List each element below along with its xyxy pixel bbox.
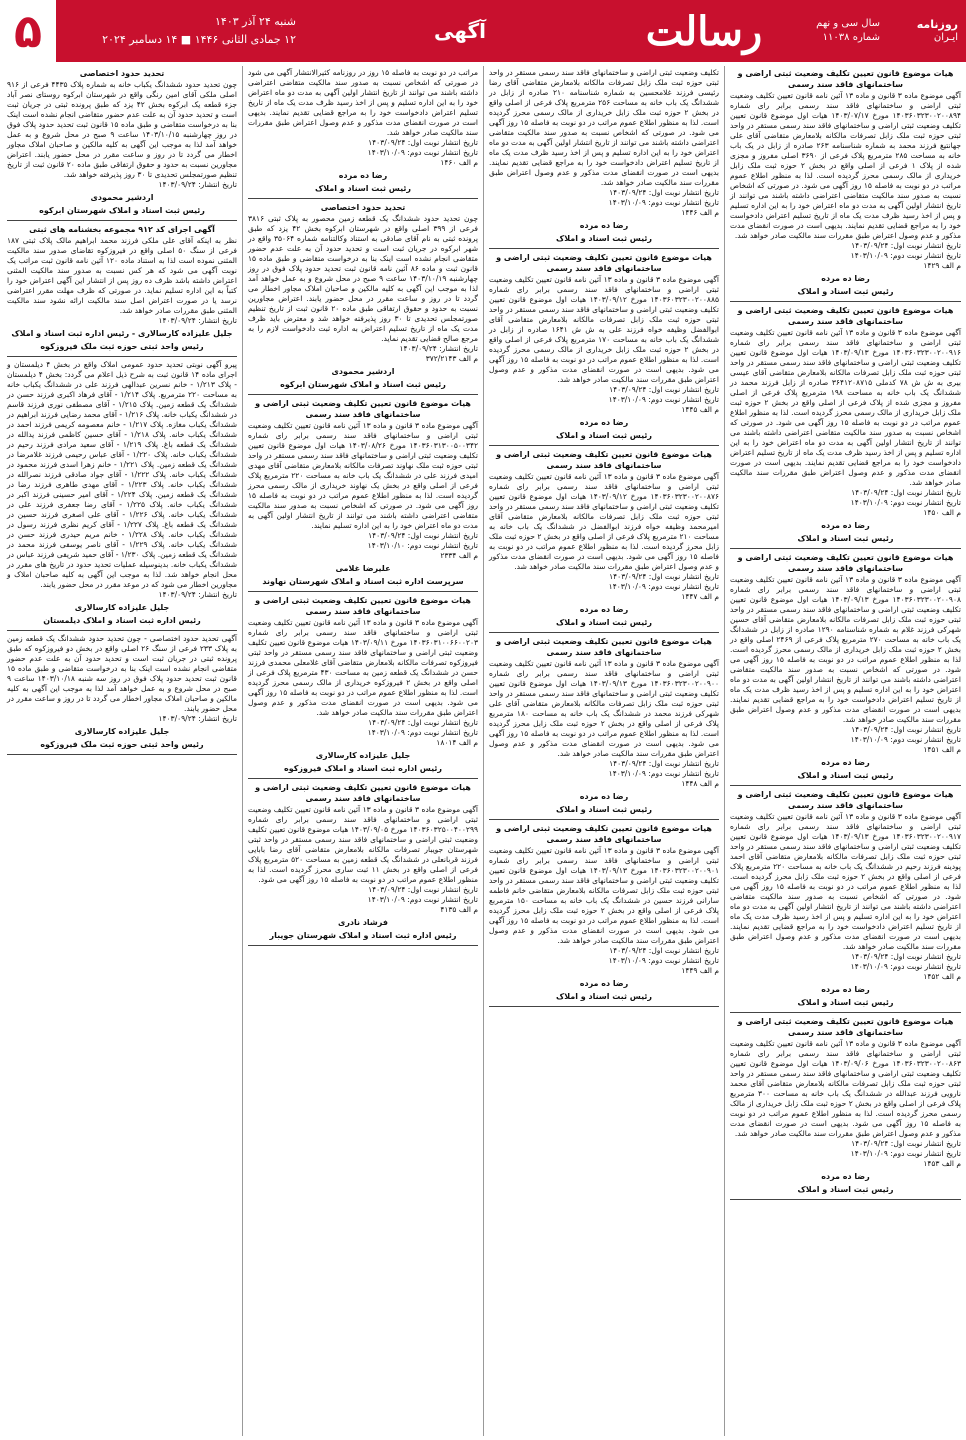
- signatory-name: رضا ده مرده: [579, 418, 629, 427]
- notice-title: هیات موضوع قانون تعیین تکلیف وضعیت ثبتی اراضی و ساختمانهای فاقد سند رسمی: [737, 553, 954, 573]
- notice-code: م الف ۱۴۵۱: [923, 745, 961, 754]
- notice-title: هیات موضوع قانون تعیین تکلیف وضعیت ثبتی اراضی و ساختمانهای فاقد سند رسمی: [496, 450, 712, 470]
- date-hijri-gregorian: ۱۲ جمادی الثانی ۱۴۴۶ ■ ۱۴ دسامبر ۲۰۲۴: [102, 33, 296, 46]
- notice-divider: [730, 548, 961, 549]
- notice-dates: [7, 590, 237, 600]
- legal-notice: [730, 305, 961, 544]
- publish-date: تاریخ انتشار نوبت دوم: ۱۴۰۳/۱۰/۰۹: [608, 198, 719, 207]
- legal-notice: [489, 252, 719, 441]
- legal-notice: [248, 202, 478, 390]
- notice-code: م الف ۲۳۳۴: [440, 551, 478, 560]
- publish-date: تاریخ انتشار نوبت دوم: ۱۴۰۳/۱۰/۰۹: [850, 498, 961, 507]
- ad-columns: [0, 66, 966, 1436]
- publish-date: تاریخ انتشار نوبت دوم: ۱۴۰۳/۱۰/۰۹: [608, 956, 719, 965]
- notice-dates: [248, 344, 478, 364]
- notice-divider: [248, 778, 478, 779]
- publish-date: تاریخ انتشار نوبت اول: ۱۴۰۳/۰۹/۲۴: [368, 531, 478, 540]
- date-persian: شنبه ۲۴ آذر ۱۴۰۳: [215, 15, 296, 28]
- notice-dates: [248, 885, 478, 915]
- notice-divider: [248, 394, 478, 395]
- publish-date: تاریخ انتشار: ۱۴۰۳/۰۹/۲۴: [399, 344, 478, 353]
- notice-body: آگهی موضوع ماده ۳ قانون و ماده ۱۳ آئین نامه قانون تعیین تکلیف وضعیت ثبتی اراضی و ساختمانهای فاقد سند رسمی برابر رای شماره ۱۴۰۳۶۰۳۲۳۰۰۲۰۰۸۸۵ مورخ ۱۴۰۳/۰۹/۱۲ هیات اول موضوع قانون تعیین تکلیف وضعیت ثبتی اراضی و ساختمانهای فاقد سند رسمی مستقر در واحد ثبتی حوزه ثبت ملک زابل تصرفات مالکانه بلامعارض متقاضی آقای ابوالفضل وظیفه خواه فرزند علی به ش ش ۱۶۴۱ صادره از زابل در ششدانگ یک باب خانه به مساحت ۱۷۰ مترمربع پلاک فرعی از اصلی واقع در بخش ۲ حوزه ثبت ملک زابل خریداری از مالک رسمی محرز گردیده است. لذا به منظور اطلاع عموم مراتب در دو نوبت به فاصله ۱۵ روز آگهی می شود. بدیهی است در صورت انقضای مدت مذکور و عدم وصول اعتراض طبق مقررات سند مالکیت صادر خواهد شد.: [489, 275, 720, 384]
- volume-year: سال سی و نهم: [816, 18, 880, 29]
- publish-date: تاریخ انتشار نوبت دوم: ۱۴۰۳/۱۰/۰۹: [367, 148, 478, 157]
- notice-title: هیات موضوع قانون تعیین تکلیف وضعیت ثبتی اراضی و ساختمانهای فاقد سند رسمی: [496, 253, 712, 273]
- notice-divider: [248, 198, 478, 199]
- notice-body: آگهی موضوع ماده ۳ قانون و ماده ۱۳ آئین نامه قانون تعیین تکلیف وضعیت ثبتی اراضی و ساختمانهای فاقد سند رسمی برابر رای شماره ۱۴۰۳۶۰۳۲۳۰۰۲۰۰۹۰۸ مورخ ۱۴۰۳/۰۹/۱۳ هیات اول موضوع قانون تعیین تکلیف وضعیت ثبتی اراضی و ساختمانهای فاقد سند رسمی مستقر در واحد ثبتی حوزه ثبت ملک زابل تصرفات مالکانه بلامعارض متقاضی آقای حسین شهرکی فرزند غلام به شماره شناسنامه ۱۲۹۰ صادره از زابل در ششدانگ یک باب خانه به مساحت ۲۷۰ مترمربع پلاک فرعی از ۲۴۶۹ اصلی واقع در بخش ۲ حوزه ثبت ملک زابل خریداری از مالک رسمی محرز گردیده است. لذا به منظور اطلاع عموم مراتب در دو نوبت به فاصله ۱۵ روز آگهی می شود. در صورتی که اشخاص نسبت به صدور سند مالکیت متقاضی اعتراضی داشته باشند می توانند از تاریخ انتشار اولین آگهی به مدت دو ماه اعتراض خود را به این اداره تسلیم و پس از اخذ رسید ظرف مدت یک ماه از تاریخ تسلیم اعتراض دادخواست خود را به مراجع قضایی تقدیم نمایند. بدیهی است در صورت انقضای مدت مذکور و عدم وصول اعتراض طبق مقررات سند مالکیت صادر خواهد شد.: [730, 575, 962, 724]
- notice-code: م الف ۳۷۲/۲۱۴۳: [425, 354, 478, 363]
- notice-dates: [730, 952, 961, 982]
- notice-title: هیات موضوع قانون تعیین تکلیف وضعیت ثبتی اراضی و ساختمانهای فاقد سند رسمی: [255, 783, 471, 803]
- notice-dates: [489, 759, 719, 789]
- notice-dates: [730, 488, 961, 518]
- notice-divider: [248, 591, 478, 592]
- notice-dates: [489, 946, 719, 976]
- publish-date: تاریخ انتشار نوبت دوم: ۱۴۰۳/۱۰/۰۹: [850, 962, 961, 971]
- legal-notice: [730, 68, 961, 297]
- notice-title: هیات موضوع قانون تعیین تکلیف وضعیت ثبتی اراضی و ساختمانهای فاقد سند رسمی: [255, 596, 471, 616]
- publish-date: تاریخ انتشار نوبت اول: ۱۴۰۳/۰۹/۲۴: [368, 718, 478, 727]
- notice-divider: [7, 220, 237, 221]
- column-2: [484, 66, 725, 1436]
- publish-date: تاریخ انتشار نوبت اول: ۱۴۰۳/۰۹/۲۴: [851, 241, 961, 250]
- notice-body: آگهی موضوع ماده ۳ قانون و ماده ۱۳ آئین نامه قانون تعیین تکلیف وضعیت ثبتی اراضی و ساختمانهای فاقد سند رسمی برابر رای شماره ۱۴۰۳۶۰۳۲۳۰۰۲۰۰۸۶۳ مورخ ۱۴۰۳/۰۹/۰۶ هیات اول موضوع قانون تعیین تکلیف وضعیت ثبتی اراضی و ساختمانهای فاقد سند رسمی مستقر در واحد ثبتی حوزه ثبت ملک زابل تصرفات مالکانه بلامعارض متقاضی آقای محمد نارویی فرزند عبدالله در ششدانگ یک باب خانه به مساحت ۳۰۰ مترمربع پلاک فرعی از اصلی واقع در بخش ۲ حوزه ثبت ملک زابل خریداری از مالک رسمی محرز گردیده است. لذا به منظور اطلاع عموم مراتب در دو نوبت به فاصله ۱۵ روز آگهی می شود. بدیهی است در صورت انقضای مدت مذکور و عدم وصول اعتراض طبق مقررات سند مالکیت صادر خواهد شد.: [730, 1039, 962, 1138]
- notice-title: هیات موضوع قانون تعیین تکلیف وضعیت ثبتی اراضی و ساختمانهای فاقد سند رسمی: [737, 1017, 954, 1037]
- notice-dates: [7, 714, 237, 724]
- notice-divider: [248, 945, 478, 946]
- notice-code: م الف ۱۴۴۸: [681, 779, 719, 788]
- publish-date: تاریخ انتشار نوبت اول: ۱۴۰۳/۰۹/۲۴: [609, 385, 719, 394]
- notice-dates: [248, 138, 478, 168]
- notice-code: م الف ۱۴۵۰: [923, 508, 961, 517]
- notice-divider: [730, 301, 961, 302]
- legal-notice: [730, 789, 961, 1008]
- signatory-title: رئیس ثبت اسناد و املاک شهرستان ابرکوه: [39, 206, 205, 215]
- publish-date: تاریخ انتشار نوبت اول: ۱۴۰۳/۰۹/۲۴: [609, 759, 719, 768]
- legal-notice: [489, 636, 719, 815]
- notice-body: آگهی موضوع ماده ۳ قانون و ماده ۱۳ آئین نامه قانون تعیین تکلیف وضعیت ثبتی اراضی و ساختمانهای فاقد سند رسمی برابر رای شماره ۱۴۰۳۶۰۳۲۳۰۰۲۰۰۸۹۴ مورخ ۱۴۰۳/۰۷/۱۷ هیات اول موضوع قانون تعیین تکلیف وضعیت ثبتی اراضی و ساختمانهای فاقد سند رسمی مستقر در واحد ثبتی حوزه ثبت ملک زابل تصرفات مالکانه بلامعارض متقاضی آقای علی جهانتیغ فرزند محمد به شماره شناسنامه ۲۶۳ صادره از زابل در یک باب خانه به مساحت ۲۸۵ مترمربع پلاک فرعی از ۳۶۹۰ اصلی مفروز و مجزی شده از پلاک ۱ فرعی از اصلی واقع در بخش ۲ حوزه ثبت ملک زابل خریداری از مالک رسمی محرز گردیده است. لذا به منظور اطلاع عموم مراتب در دو نوبت به فاصله ۱۵ روز آگهی می شود. در صورتی که اشخاص نسبت به صدور سند مالکیت متقاضی اعتراضی داشته باشند می توانند از تاریخ انتشار اولین آگهی به مدت دو ماه اعتراض خود را به این اداره تسلیم و پس از اخذ رسید ظرف مدت یک ماه از تاریخ تسلیم اعتراض دادخواست خود را به مراجع قضایی تقدیم نمایند. بدیهی است در صورت انقضای مدت مذکور و عدم وصول اعتراض طبق مقررات سند مالکیت صادر خواهد شد.: [730, 91, 962, 240]
- notice-body: آگهی موضوع ماده ۳ قانون و ماده ۱۳ آئین نامه قانون تعیین تکلیف وضعیت ثبتی اراضی و ساختمانهای فاقد سند رسمی برابر رای شماره ۱۴۰۳۶۰۳۲۳۰۰۲۰۰۸۷۶ مورخ ۱۴۰۳/۰۹/۱۲ هیات اول موضوع قانون تعیین تکلیف وضعیت ثبتی اراضی و ساختمانهای فاقد سند رسمی مستقر در واحد ثبتی حوزه ثبت ملک زابل تصرفات مالکانه بلامعارض متقاضی آقای امیرمحمد وظیفه خواه فرزند ابوالفضل در ششدانگ یک باب خانه به مساحت ۲۱۰ مترمربع پلاک فرعی از اصلی واقع در بخش ۲ حوزه ثبت ملک زابل محرز گردیده است. لذا به منظور اطلاع عموم مراتب در دو نوبت به فاصله ۱۵ روز آگهی می شود. بدیهی است در صورت انقضای مدت مذکور و عدم وصول اعتراض طبق مقررات سند مالکیت صادر خواهد شد.: [489, 472, 720, 571]
- signatory-name: رضا ده مرده: [579, 979, 629, 988]
- publish-date: تاریخ انتشار: ۱۴۰۳/۰۹/۲۴: [158, 316, 237, 325]
- masthead: [0, 0, 966, 62]
- notice-code: م الف ۴۱۳۵: [440, 905, 478, 914]
- notice-title: هیات موضوع قانون تعیین تکلیف وضعیت ثبتی اراضی و ساختمانهای فاقد سند رسمی: [737, 306, 954, 326]
- notice-body: آگهی موضوع ماده ۳ قانون و ماده ۱۳ آئین نامه قانون تعیین تکلیف وضعیت ثبتی اراضی و ساختمانهای فاقد سند رسمی برابر رای شماره ۱۴۰۳۶۰۳۱۳۰۰۵۰۰۳۴۲ مورخ ۱۴۰۳/۰۸/۲۶ هیات اول موضوع قانون تعیین تکلیف وضعیت ثبتی اراضی و ساختمانهای فاقد سند رسمی مستقر در واحد ثبتی حوزه ثبت ملک نهاوند تصرفات مالکانه بلامعارض متقاضی آقای مهدی امیدی فرزند علی در ششدانگ یک باب خانه به مساحت ۲۲۰ مترمربع پلاک فرعی از اصلی واقع در بخش یک نهاوند خریداری از مالک رسمی محرز گردیده است. لذا به منظور اطلاع عموم مراتب در دو نوبت به فاصله ۱۵ روز آگهی می شود. در صورتی که اشخاص نسبت به صدور سند مالکیت متقاضی اعتراضی داشته باشند می توانند از تاریخ انتشار اولین آگهی به مدت دو ماه اعتراض خود را به این اداره تسلیم نمایند.: [248, 421, 479, 530]
- column-3: [243, 66, 484, 1436]
- notice-body: مراتب در دو نوبت به فاصله ۱۵ روز در روزنامه کثیرالانتشار آگهی می شود در صورتی که اشخاص نسبت به صدور سند مالکیت متقاضی اعتراضی داشته باشند می توانند از تاریخ انتشار اولین آگهی به مدت دو ماه اعتراض خود را به این اداره تسلیم و پس از اخذ رسید ظرف مدت یک ماه از تاریخ تسلیم اعتراض دادخواست خود را به مراجع قضایی تقدیم نمایند. بدیهی است در صورت انقضای مدت مذکور و عدم وصول اعتراض طبق مقررات سند مالکیت صادر خواهد شد.: [248, 68, 478, 137]
- publish-date: تاریخ انتشار نوبت اول: ۱۴۰۳/۰۹/۲۴: [609, 572, 719, 581]
- signatory-name: رضا ده مرده: [821, 521, 870, 530]
- publish-date: تاریخ انتشار نوبت دوم: ۱۴۰۳/۱۰/۰۹: [367, 895, 478, 904]
- signatory-name: جلیل علیزاده کارسالاری: [74, 727, 170, 736]
- signatory-title: رئیس واحد ثبتی حوزه ثبت ملک فیروزکوه: [40, 740, 204, 749]
- publish-date: تاریخ انتشار نوبت دوم: ۱۴۰۳/۱۰/۰۹: [608, 582, 719, 591]
- signatory-name: رضا ده مرده: [821, 1172, 870, 1181]
- legal-notice: [730, 552, 961, 781]
- notice-code: م الف ۱۸۰۱۴: [436, 738, 478, 747]
- legal-notice: [489, 68, 719, 244]
- notice-body: تکلیف وضعیت ثبتی اراضی و ساختمانهای فاقد سند رسمی مستقر در واحد ثبتی حوزه ثبت ملک زابل تصرفات مالکانه بلامعارض متقاضی آقای رضا رئیسی فرزند غلامحسین به شماره شناسنامه ۲۱۰ صادره از زابل در ششدانگ یک باب خانه به مساحت ۲۵۶ مترمربع پلاک فرعی از اصلی واقع در بخش ۲ حوزه ثبت ملک زابل خریداری از مالک رسمی محرز گردیده است. لذا به منظور اطلاع عموم مراتب در دو نوبت به فاصله ۱۵ روز آگهی می شود. در صورتی که اشخاص نسبت به صدور سند مالکیت متقاضی اعتراضی داشته باشند می توانند از تاریخ انتشار اولین آگهی به مدت دو ماه اعتراض خود را به این اداره تسلیم و پس از اخذ رسید ظرف مدت یک ماه از تاریخ تسلیم اعتراض دادخواست خود را به مراجع قضایی تقدیم نمایند. بدیهی است در صورت انقضای مدت مذکور و عدم وصول اعتراض طبق مقررات سند مالکیت صادر خواهد شد.: [489, 68, 720, 187]
- column-4: [2, 66, 243, 1436]
- signatory-name: رضا ده مرده: [579, 792, 629, 801]
- notice-dates: [489, 188, 719, 218]
- notice-title: هیات موضوع قانون تعیین تکلیف وضعیت ثبتی اراضی و ساختمانهای فاقد سند رسمی: [255, 399, 471, 419]
- legal-notice: [248, 398, 478, 587]
- signatory-name: جلیل علیزاده کارسالاری: [315, 751, 411, 760]
- notice-dates: [730, 725, 961, 755]
- publish-date: تاریخ انتشار نوبت دوم: ۱۴۰۳/۱۰/۰۹: [850, 735, 961, 744]
- notice-dates: [248, 531, 478, 561]
- notice-dates: [7, 316, 237, 326]
- notice-code: م الف ۱۴۵۳: [923, 1159, 961, 1168]
- legal-notice: [7, 634, 237, 750]
- notice-code: م الف ۱۴۲۹: [923, 261, 961, 270]
- legal-notice: [489, 449, 719, 628]
- notice-dates: [489, 385, 719, 415]
- notice-code: م الف ۱۴۴۹: [681, 966, 719, 975]
- signatory-title: رئیس ثبت اسناد و املاک: [797, 287, 894, 296]
- signatory-name: رضا ده مرده: [821, 758, 870, 767]
- signatory-title: رئیس اداره ثبت اسناد و املاک شهرستان جویبار: [269, 931, 457, 940]
- notice-dates: [730, 1139, 961, 1169]
- signatory-name: علیرضا غلامی: [335, 564, 391, 573]
- signatory-title: رئیس ثبت اسناد و املاک: [797, 1185, 894, 1194]
- publish-date: تاریخ انتشار نوبت اول: ۱۴۰۳/۰۹/۲۴: [368, 138, 478, 147]
- legal-notice: [248, 782, 478, 941]
- signatory-name: اردشیر محمودی: [90, 193, 154, 202]
- notice-title: تحدید حدود اختصاصی: [79, 69, 165, 78]
- signatory-name: رضا ده مرده: [821, 274, 870, 283]
- publish-date: تاریخ انتشار نوبت دوم: ۱۴۰۳/۱۰/۰۹: [608, 395, 719, 404]
- signatory-title: رئیس ثبت اسناد و املاک: [556, 431, 652, 440]
- newspaper-logo: رسالت: [645, 7, 763, 55]
- notice-divider: [730, 1199, 961, 1200]
- notice-dates: [730, 241, 961, 271]
- publish-date: تاریخ انتشار: ۱۴۰۳/۰۹/۲۴: [158, 714, 237, 723]
- signatory-title: رئیس اداره ثبت اسناد و املاک فیروزکوه: [284, 764, 442, 773]
- notice-body: آگهی موضوع ماده ۳ قانون و ماده ۱۳ آئین نامه قانون تعیین تکلیف وضعیت ثبتی اراضی و ساختمانهای فاقد سند رسمی برابر رای شماره ۱۴۰۳۶۰۳۲۳۰۰۲۰۰۹۱۷ مورخ ۱۴۰۳/۰۹/۱۳ هیات اول موضوع قانون تعیین تکلیف وضعیت ثبتی اراضی و ساختمانهای فاقد سند رسمی مستقر در واحد ثبتی حوزه ثبت ملک زابل تصرفات مالکانه بلامعارض متقاضی آقای احمد پودینه فرزند رحیم در ششدانگ یک باب خانه به مساحت ۲۲۰ مترمربع پلاک فرعی از اصلی واقع در بخش ۲ حوزه ثبت ملک زابل محرز گردیده است. لذا به منظور اطلاع عموم مراتب در دو نوبت به فاصله ۱۵ روز آگهی می شود. در صورتی که اشخاص نسبت به صدور سند مالکیت متقاضی اعتراضی داشته باشند می توانند از تاریخ انتشار اولین آگهی به مدت دو ماه اعتراض خود را به این اداره تسلیم و پس از اخذ رسید ظرف مدت یک ماه از تاریخ تسلیم اعتراض دادخواست خود را به مراجع قضایی تقدیم نمایند. بدیهی است در صورت انقضای مدت مذکور و عدم وصول اعتراض طبق مقررات سند مالکیت صادر خواهد شد.: [730, 812, 962, 951]
- notice-body: آگهی موضوع ماده ۳ قانون و ماده ۱۳ آئین نامه قانون تعیین تکلیف وضعیت ثبتی اراضی و ساختمانهای فاقد سند رسمی برابر رای شماره ۱۴۰۳۶۰۳۲۳۰۰۲۰۰۹۰۱ مورخ ۱۴۰۳/۰۹/۱۳ هیات اول موضوع قانون تعیین تکلیف وضعیت ثبتی اراضی و ساختمانهای فاقد سند رسمی مستقر در واحد ثبتی حوزه ثبت ملک زابل تصرفات مالکانه بلامعارض متقاضی خانم فاطمه سارانی فرزند حسین در ششدانگ یک باب خانه به مساحت ۱۵۰ مترمربع پلاک فرعی از اصلی واقع در بخش ۲ حوزه ثبت ملک زابل محرز گردیده است. لذا به منظور اطلاع عموم مراتب در دو نوبت به فاصله ۱۵ روز آگهی می شود. بدیهی است در صورت انقضای مدت مذکور و عدم وصول اعتراض طبق مقررات سند مالکیت صادر خواهد شد.: [489, 846, 720, 945]
- signatory-title: رئیس ثبت اسناد و املاک: [797, 998, 894, 1007]
- signatory-title: رئیس ثبت اسناد و املاک: [556, 234, 652, 243]
- signatory-name: فرشاد نادری: [337, 918, 389, 927]
- publish-date: تاریخ انتشار نوبت اول: ۱۴۰۳/۰۹/۲۴: [851, 1139, 961, 1148]
- publish-date: تاریخ انتشار: ۱۴۰۳/۰۹/۲۴: [158, 590, 237, 599]
- notice-body: پیرو آگهی نوبتی تحدید حدود عمومی املاک واقع در بخش ۴ دیلمستان و اجرای ماده ۱۴ قانون ثبت به شرح ذیل اعلام می گردد: بخش ۴ دیلمستان - پلاک ۱/۲۱۳ - خانم نسرین عبدالهی فرزند علی در ششدانگ یکباب خانه به مساحت ۲۲۰ مترمربع. پلاک ۱/۲۱۴ - آقای فرهاد اکبری فرزند حسن در ششدانگ یک قطعه زمین. پلاک ۱/۲۱۵ - آقای مصطفی نوری فرزند قاسم در ششدانگ یکباب خانه. پلاک ۱/۲۱۶ - آقای محمد رضایی فرزند ابراهیم در ششدانگ یکباب مغازه. پلاک ۱/۲۱۷ - خانم معصومه کریمی فرزند احمد در ششدانگ یکباب خانه. پلاک ۱/۲۱۸ - آقای حسین کاظمی فرزند یدالله در ششدانگ یک قطعه باغ. پلاک ۱/۲۱۹ - آقای سعید مرادی فرزند رحیم در ششدانگ یکباب خانه. پلاک ۱/۲۲۰ - آقای عباس رحیمی فرزند غلامرضا در ششدانگ یک قطعه زمین. پلاک ۱/۲۲۱ - خانم زهرا اسدی فرزند محمود در ششدانگ یکباب خانه. پلاک ۱/۲۲۲ - آقای جواد صادقی فرزند نصرالله در ششدانگ یکباب خانه. پلاک ۱/۲۲۳ - آقای مهدی طاهری فرزند رضا در ششدانگ یک قطعه زمین. پلاک ۱/۲۲۴ - آقای امیر حسینی فرزند اکبر در ششدانگ یکباب خانه. پلاک ۱/۲۲۵ - آقای رضا جعفری فرزند علی در ششدانگ یکباب خانه. پلاک ۱/۲۲۶ - آقای علی اصغری فرزند حسین در ششدانگ یک قطعه باغ. پلاک ۱/۲۲۷ - آقای کریم نظری فرزند رسول در ششدانگ یکباب خانه. پلاک ۱/۲۲۸ - خانم مریم حیدری فرزند حسن در ششدانگ یکباب خانه. پلاک ۱/۲۲۹ - آقای ناصر یوسفی فرزند محمد در ششدانگ یک قطعه زمین. پلاک ۱/۲۳۰ - آقای حمید شریفی فرزند عباس در ششدانگ یکباب خانه. بدینوسیله عملیات تحدید حدود در تاریخ های مقرر در محل انجام خواهد شد. لذا به موجب این آگهی به کلیه صاحبان املاک و مجاورین اخطار می شود که در موعد مقرر در محل حضور یابند.: [7, 360, 238, 589]
- notice-body: آگهی موضوع ماده ۳ قانون و ماده ۱۳ آئین نامه قانون تعیین تکلیف وضعیت ثبتی اراضی و ساختمانهای فاقد سند رسمی برابر رای شماره ۱۴۰۳۶۰۳۲۳۰۰۲۰۰۹۱۶ مورخ ۱۴۰۳/۰۹/۱۳ هیات اول موضوع قانون تعیین تکلیف وضعیت ثبتی اراضی و ساختمانهای فاقد سند رسمی مستقر در واحد ثبتی حوزه ثبت ملک زابل تصرفات مالکانه بلامعارض متقاضی آقای عیسی بیری به ش ش ۷۸ کدملی ۳۶۴۱۲۰۸۷۱۵ صادره از زابل فرزند محمد در ششدانگ یک باب خانه به مساحت ۱۹۸ مترمربع پلاک فرعی از اصلی مفروز و مجزی شده از پلاک فرعی از اصلی واقع در بخش ۲ حوزه ثبت ملک زابل خریداری از مالک رسمی محرز گردیده است. لذا به منظور اطلاع عموم مراتب در دو نوبت به فاصله ۱۵ روز آگهی می شود. در صورتی که اشخاص نسبت به صدور سند مالکیت متقاضی اعتراضی داشته باشند می توانند از تاریخ انتشار اولین آگهی به مدت دو ماه اعتراض خود را به این اداره تسلیم و پس از اخذ رسید ظرف مدت یک ماه از تاریخ تسلیم اعتراض دادخواست خود را به مراجع قضایی تقدیم نمایند. بدیهی است در صورت انقضای مدت مذکور و عدم وصول اعتراض طبق مقررات سند مالکیت صادر خواهد شد.: [730, 328, 962, 487]
- publish-date: تاریخ انتشار: ۱۴۰۳/۰۹/۲۴: [158, 180, 237, 189]
- notice-body: آگهی موضوع ماده ۳ قانون و ماده ۱۳ آئین نامه قانون تعیین تکلیف وضعیت ثبتی اراضی و ساختمانهای فاقد سند رسمی برابر رای شماره ۱۴۰۳۶۰۳۲۳۰۰۲۰۰۹۰۰ مورخ ۱۴۰۳/۰۹/۱۳ هیات اول موضوع قانون تعیین تکلیف وضعیت ثبتی اراضی و ساختمانهای فاقد سند رسمی مستقر در واحد ثبتی حوزه ثبت ملک زابل تصرفات مالکانه بلامعارض متقاضی آقای علی شهرکی فرزند محمد در ششدانگ یک باب خانه به مساحت ۱۸۰ مترمربع پلاک فرعی از اصلی واقع در بخش ۲ حوزه ثبت ملک زابل محرز گردیده است. لذا به منظور اطلاع عموم مراتب در دو نوبت به فاصله ۱۵ روز آگهی می شود. بدیهی است در صورت انقضای مدت مذکور و عدم وصول اعتراض طبق مقررات سند مالکیت صادر خواهد شد.: [489, 659, 720, 758]
- legal-notice: [7, 360, 237, 626]
- page-number: ۵: [0, 0, 56, 62]
- notice-title: هیات موضوع قانون تعیین تکلیف وضعیت ثبتی اراضی و ساختمانهای فاقد سند رسمی: [496, 824, 712, 844]
- notice-divider: [489, 248, 719, 249]
- notice-divider: [489, 632, 719, 633]
- legal-notice: [7, 68, 237, 216]
- signatory-title: رئیس ثبت اسناد و املاک: [556, 618, 652, 627]
- notice-title: هیات موضوع قانون تعیین تکلیف وضعیت ثبتی اراضی و ساختمانهای فاقد سند رسمی: [737, 69, 954, 89]
- date-block: [56, 13, 296, 49]
- publish-date: تاریخ انتشار نوبت اول: ۱۴۰۳/۰۹/۲۴: [851, 488, 961, 497]
- notice-divider: [7, 630, 237, 631]
- brand-sub: ایـران: [933, 32, 958, 43]
- publish-date: تاریخ انتشار نوبت اول: ۱۴۰۳/۰۹/۲۴: [368, 885, 478, 894]
- notice-divider: [489, 819, 719, 820]
- issue-number: شماره ۱۱۰۳۸: [822, 32, 880, 43]
- publish-date: تاریخ انتشار نوبت اول: ۱۴۰۳/۰۹/۲۴: [609, 946, 719, 955]
- notice-title: آگهی اجرای کد ۹۱۲ مجموعه بخشنامه های ثبتی: [29, 225, 215, 234]
- signatory-title: رئیس اداره ثبت اسناد و املاک دیلمستان: [43, 616, 201, 625]
- legal-notice: [489, 823, 719, 1002]
- legal-notice: [730, 1016, 961, 1195]
- signatory-name: رضا ده مرده: [579, 221, 629, 230]
- publish-date: تاریخ انتشار نوبت دوم: ۱۴۰۳/۱۰/۱۰: [367, 541, 478, 550]
- notice-dates: [489, 572, 719, 602]
- notice-body: چون تحدید حدود ششدانگ یک قطعه زمین محصور به پلاک ثبتی ۳۸۱۶ فرعی از ۳۹۹ اصلی واقع در شهرستان ابرکوه بخش ۴۲ یزد که طبق پرونده ثبتی به نام آقای صادقی به استناد وکالتنامه شماره ۳۵۰۶۴ واقع در شهر ابرکوه در جریان ثبت است و تحدید حدود آن به علت عدم حضور متقاضی انجام نشده است اینک بنا به درخواست متقاضی و طبق ماده ۱۵ قانون ثبت و ماده ۸۶ آئین نامه قانون ثبت تحدید حدود پلاک فوق در روز چهارشنبه ۱۴۰۳/۱۰/۱۹ ساعت ۹ صبح در محل شروع و به عمل خواهد آمد لذا به موجب این آگهی به کلیه مالکین و صاحبان املاک مجاور اخطار می گردد تا در روز و ساعت مقرر در محل حضور یابند. اعتراض مجاورین نسبت به حدود و حقوق ارتفاقی طبق ماده ۲۰ قانون ثبت از تاریخ تنظیم صورتمجلس تحدیدی تا ۳۰ روز پذیرفته خواهد شد و معترض باید ظرف مدت یک ماه از تاریخ تسلیم اعتراض به اداره ثبت دادخواست لازم را به مرجع صالح قضایی تقدیم نماید.: [248, 214, 479, 343]
- notice-code: م الف ۱۴۴۷: [681, 592, 719, 601]
- notice-dates: [248, 718, 478, 748]
- signatory-title: سرپرست اداره ثبت اسناد و املاک شهرستان نهاوند: [262, 577, 464, 586]
- notice-code: م الف ۱۴۴۵: [681, 405, 719, 414]
- notice-title: هیات موضوع قانون تعیین تکلیف وضعیت ثبتی اراضی و ساختمانهای فاقد سند رسمی: [496, 637, 712, 657]
- signatory-title: رئیس ثبت اسناد و املاک: [556, 805, 652, 814]
- signatory-name: اردشیر محمودی: [331, 367, 395, 376]
- legal-notice: [248, 68, 478, 194]
- publish-date: تاریخ انتشار نوبت دوم: ۱۴۰۳/۱۰/۰۹: [850, 251, 961, 260]
- legal-notice: [248, 595, 478, 774]
- notice-divider: [489, 1006, 719, 1007]
- signatory-title: رئیس واحد ثبتی حوزه ثبت ملک فیروزکوه: [40, 342, 204, 351]
- signatory-title: رئیس ثبت اسناد و املاک شهرستان ابرکوه: [280, 380, 446, 389]
- signatory-name: رضا ده مرده: [821, 985, 870, 994]
- publish-date: تاریخ انتشار نوبت اول: ۱۴۰۳/۰۹/۲۴: [851, 725, 961, 734]
- notice-divider: [730, 785, 961, 786]
- notice-code: م الف ۱۴۶۰: [440, 158, 478, 167]
- signatory-title: رئیس ثبت اسناد و املاک: [556, 992, 652, 1001]
- signatory-title: رئیس ثبت اسناد و املاک: [797, 534, 894, 543]
- section-title: آگهی: [434, 19, 486, 43]
- signatory-name: رضا ده مرده: [338, 171, 388, 180]
- signatory-title: رئیس ثبت اسناد و املاک: [315, 184, 411, 193]
- signatory-name: جلیل علیزاده کارسالاری - رئیس اداره ثبت اسناد و املاک: [11, 329, 233, 338]
- signatory-name: رضا ده مرده: [579, 605, 629, 614]
- notice-body: آگهی موضوع ماده ۳ قانون و ماده ۱۳ آئین نامه قانون تعیین تکلیف وضعیت ثبتی اراضی و ساختمانهای فاقد سند رسمی برابر رای شماره ۱۴۰۳۶۰۳۱۰۰۶۶۰۰۲۰۳ مورخ ۱۴۰۳/۰۹/۱۱ هیات موضوع قانون تعیین تکلیف وضعیت ثبتی اراضی و ساختمانهای فاقد سند رسمی مستقر در واحد ثبتی فیروزکوه تصرفات مالکانه بلامعارض متقاضی آقای غلامعلی محمدی فرزند حسن در ششدانگ یک قطعه زمین به مساحت ۴۳۰ مترمربع پلاک فرعی از اصلی واقع در بخش ۲ فیروزکوه خریداری از مالک رسمی محرز گردیده است. لذا به منظور اطلاع عموم مراتب در دو نوبت به فاصله ۱۵ روز آگهی می شود. بدیهی است در صورت انقضای مدت مذکور و عدم وصول اعتراض طبق مقررات سند مالکیت صادر خواهد شد.: [248, 618, 478, 717]
- publish-date: تاریخ انتشار نوبت اول: ۱۴۰۳/۰۹/۲۴: [851, 952, 961, 961]
- brand-block: [880, 0, 966, 62]
- notice-code: م الف ۱۴۵۲: [923, 972, 961, 981]
- column-1: [725, 66, 966, 1436]
- notice-body: نظر به اینکه آقای علی ملکی فرزند محمد ابراهیم مالک پلاک ثبتی ۱۸۷ فرعی از سنگ ۵۰ اصلی واقع در فیروزکوه تقاضای صدور سند مالکیت المثنی نموده است لذا به استناد ماده ۱۲۰ آئین نامه قانون ثبت مراتب یک نوبت آگهی می شود که هر کس نسبت به صدور سند مالکیت المثنی اعتراض داشته باشد ظرف ده روز پس از انتشار این آگهی اعتراض خود را کتباً به این اداره تسلیم نماید. در صورتی که ظرف مهلت مقرر اعتراضی نرسد یا در صورت اعتراض اصل سند مالکیت ارائه نشود سند مالکیت المثنی طبق مقررات صادر خواهد شد.: [7, 236, 237, 315]
- legal-notice: [7, 224, 237, 352]
- publish-date: تاریخ انتشار نوبت اول: ۱۴۰۳/۰۹/۲۴: [609, 188, 719, 197]
- notice-divider: [489, 445, 719, 446]
- publish-date: تاریخ انتشار نوبت دوم: ۱۴۰۳/۱۰/۰۹: [850, 1149, 961, 1158]
- notice-body: آگهی موضوع ماده ۳ قانون و ماده ۱۳ آئین نامه قانون تعیین تکلیف وضعیت ثبتی اراضی و ساختمانهای فاقد سند رسمی برابر رای شماره ۱۴۰۳۶۰۳۲۵۰۰۴۰۰۲۹۹ مورخ ۱۴۰۳/۰۹/۰۵ هیات موضوع قانون تعیین تکلیف وضعیت ثبتی اراضی و ساختمانهای فاقد سند رسمی مستقر در واحد ثبتی شهرستان جویبار تصرفات مالکانه بلامعارض متقاضی آقای رضا بابایی فرزند قربانعلی در ششدانگ یک قطعه زمین به مساحت ۵۲۰ مترمربع پلاک فرعی از اصلی واقع در بخش ۱۱ ثبت ساری محرز گردیده است. لذا به منظور اطلاع عموم مراتب در دو نوبت به فاصله ۱۵ روز آگهی می شود.: [248, 805, 479, 884]
- issue-meta: [784, 0, 880, 62]
- brand-label: روزنامه: [916, 18, 958, 31]
- notice-title: تحدید حدود اختصاصی: [320, 203, 406, 212]
- notice-body: چون تحدید حدود ششدانگ یکباب خانه به شماره پلاک ۴۴۳۵ فرعی از ۹۱۶ اصلی ملکی آقای امین رنگی واقع در شهرستان ابرکوه روستای نصر آباد جزء قطعه یک ابرکوه بخش ۴۲ یزد که طبق پرونده ثبتی در جریان ثبت است و تحدید حدود آن به علت عدم حضور متقاضی انجام نشده است اینک بنا به درخواست متقاضی و طبق ماده ۱۵ قانون ثبت تحدید حدود پلاک فوق در روز چهارشنبه ۱۴۰۳/۱۰/۱۵ ساعت ۹ صبح در محل شروع و به عمل خواهد آمد لذا به موجب این آگهی به کلیه مالکین و صاحبان املاک مجاور اخطار می گردد تا در روز و ساعت مقرر در محل حضور یابند. اعتراض مجاورین نسبت به حدود و حقوق ارتفاقی طبق ماده ۲۰ قانون ثبت از تاریخ تنظیم صورتمجلس تحدیدی تا ۳۰ روز پذیرفته خواهد شد.: [7, 80, 238, 179]
- signatory-title: رئیس ثبت اسناد و املاک: [797, 771, 894, 780]
- notice-body: آگهی تحدید حدود اختصاصی - چون تحدید حدود ششدانگ یک قطعه زمین به پلاک ۲۳۳ فرعی از سنگ ۲۶ اصلی واقع در بخش دو فیروزکوه که طبق پرونده ثبتی در جریان ثبت است و تحدید حدود آن به علت عدم حضور متقاضی انجام نشده است اینک بنا به درخواست متقاضی و طبق ماده ۱۵ قانون ثبت تحدید حدود پلاک فوق در روز سه شنبه ۱۴۰۳/۱۰/۱۸ ساعت ۹ صبح در محل شروع و به عمل خواهد آمد لذا به موجب این آگهی به کلیه مالکین و صاحبان املاک مجاور اخطار می گردد تا در روز و ساعت مقرر در محل حضور یابند.: [7, 634, 238, 713]
- notice-divider: [7, 356, 237, 357]
- notice-divider: [730, 1012, 961, 1013]
- publish-date: تاریخ انتشار نوبت دوم: ۱۴۰۳/۱۰/۰۹: [367, 728, 478, 737]
- signatory-name: جلیل علیزاده کارسالاری: [74, 603, 170, 612]
- notice-title: هیات موضوع قانون تعیین تکلیف وضعیت ثبتی اراضی و ساختمانهای فاقد سند رسمی: [737, 790, 954, 810]
- publish-date: تاریخ انتشار نوبت دوم: ۱۴۰۳/۱۰/۰۹: [608, 769, 719, 778]
- notice-code: م الف ۱۴۴۶: [681, 208, 719, 217]
- notice-divider: [7, 754, 237, 755]
- notice-dates: [7, 180, 237, 190]
